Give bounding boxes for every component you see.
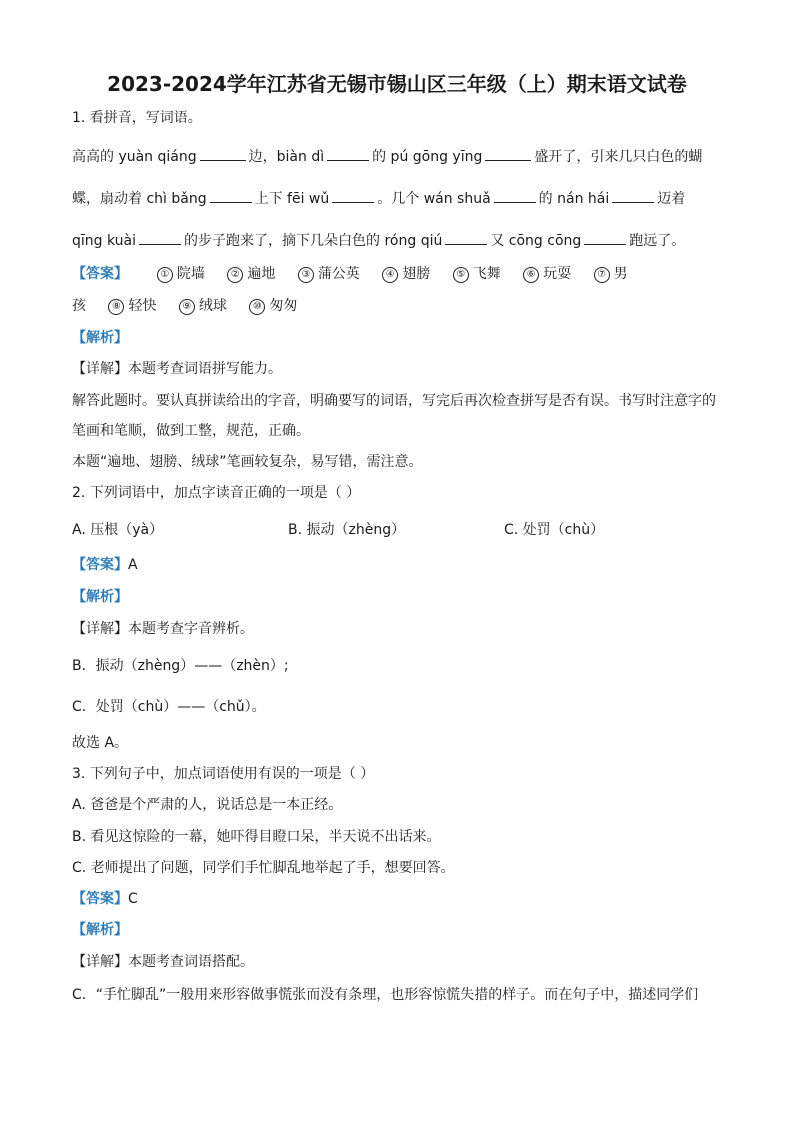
q2-detail: 【详解】本题考查字音辨析。 xyxy=(72,621,254,637)
q1-answer-line-2: 孩 ⑧ 轻快 ⑨ 绒球 ⑩ 匆匆 xyxy=(72,298,298,314)
q2-analysis-tag: 【解析】 xyxy=(72,589,128,605)
exam-title: 2023-2024学年江苏省无锡市锡山区三年级（上）期末语文试卷 xyxy=(107,72,687,96)
answer-blank[interactable] xyxy=(584,230,626,245)
q2-option-a: A. 压根（yà） xyxy=(72,522,164,538)
q1-detail: 【详解】本题考查词语拼写能力。 xyxy=(72,361,282,377)
q1-explanation-3: 本题“遍地、翅膀、绒球”笔画较复杂，易写错，需注意。 xyxy=(72,454,423,470)
q3-answer: 【答案】C xyxy=(72,891,138,907)
q1-explanation-2: 笔画和笔顺，做到工整，规范，正确。 xyxy=(72,423,310,439)
q1-line-3: qīng kuài 的步子跑来了，摘下几朵白色的 róng qiú 又 cōng cōng 跑远了。 xyxy=(72,230,732,251)
answer-blank[interactable] xyxy=(445,230,487,245)
q3-option-b: B. 看见这惊险的一幕，她吓得目瞪口呆，半天说不出话来。 xyxy=(72,829,441,845)
answer-item: ⑧ 轻快 xyxy=(108,296,156,316)
q1-line-1: 高高的 yuàn qiáng 边，biàn dì 的 pú gōng yīng 盛开了，引来几只白色的蝴 xyxy=(72,146,732,167)
answer-item: ⑨ 绒球 xyxy=(179,296,227,316)
q2-answer: 【答案】A xyxy=(72,557,138,573)
answer-blank[interactable] xyxy=(210,188,252,203)
answer-tag: 【答案】 xyxy=(72,266,128,282)
q2-explanation-c: C．处罚（chù）——（chǔ）。 xyxy=(72,699,266,715)
q3-stem: 3. 下列句子中，加点词语使用有误的一项是（ ） xyxy=(72,766,375,782)
q2-option-c: C. 处罚（chù） xyxy=(504,522,605,538)
q1-explanation-1: 解答此题时。要认真拼读给出的字音，明确要写的词语，写完后再次检查拼写是否有误。书写时注意字的 xyxy=(72,393,716,409)
q2-conclusion: 故选 A。 xyxy=(72,735,129,751)
answer-item: ④ 翅膀 xyxy=(382,264,430,284)
answer-blank[interactable] xyxy=(494,188,536,203)
answer-blank[interactable] xyxy=(485,146,531,161)
q2-option-b: B. 振动（zhèng） xyxy=(288,522,406,538)
answer-blank[interactable] xyxy=(139,230,181,245)
answer-item: ⑦ 男 xyxy=(594,264,628,284)
answer-blank[interactable] xyxy=(327,146,369,161)
q1-answer-line-1 xyxy=(72,264,732,284)
q1-analysis-tag: 【解析】 xyxy=(72,330,128,346)
answer-item: ⑤ 飞舞 xyxy=(453,264,501,284)
answer-item: ① 院墙 xyxy=(157,264,205,284)
answer-item: ⑥ 玩耍 xyxy=(523,264,571,284)
answer-blank[interactable] xyxy=(332,188,374,203)
answer-item: ③ 蒲公英 xyxy=(298,264,360,284)
answer-item: ② 遍地 xyxy=(227,264,275,284)
q3-option-a: A. 爸爸是个严肃的人，说话总是一本正经。 xyxy=(72,797,343,813)
q2-explanation-b: B．振动（zhèng）——（zhèn）; xyxy=(72,658,289,674)
answer-item: ⑩ 匆匆 xyxy=(249,296,297,316)
answer-blank[interactable] xyxy=(612,188,654,203)
q1-stem: 1. 看拼音，写词语。 xyxy=(72,110,202,126)
q1-line-2: 蝶，扇动着 chì bǎng 上下 fēi wǔ 。几个 wán shuǎ 的 nán hái 迈着 xyxy=(72,188,732,209)
q3-explanation-c: C．“手忙脚乱”一般用来形容做事慌张而没有条理，也形容惊慌失措的样子。而在句子中，描述同学们 xyxy=(72,987,699,1003)
q3-analysis-tag: 【解析】 xyxy=(72,922,128,938)
q3-detail: 【详解】本题考查词语搭配。 xyxy=(72,954,254,970)
q2-stem: 2. 下列词语中，加点字读音正确的一项是（ ） xyxy=(72,485,361,501)
answer-blank[interactable] xyxy=(200,146,246,161)
q3-option-c: C. 老师提出了问题，同学们手忙脚乱地举起了手，想要回答。 xyxy=(72,860,455,876)
